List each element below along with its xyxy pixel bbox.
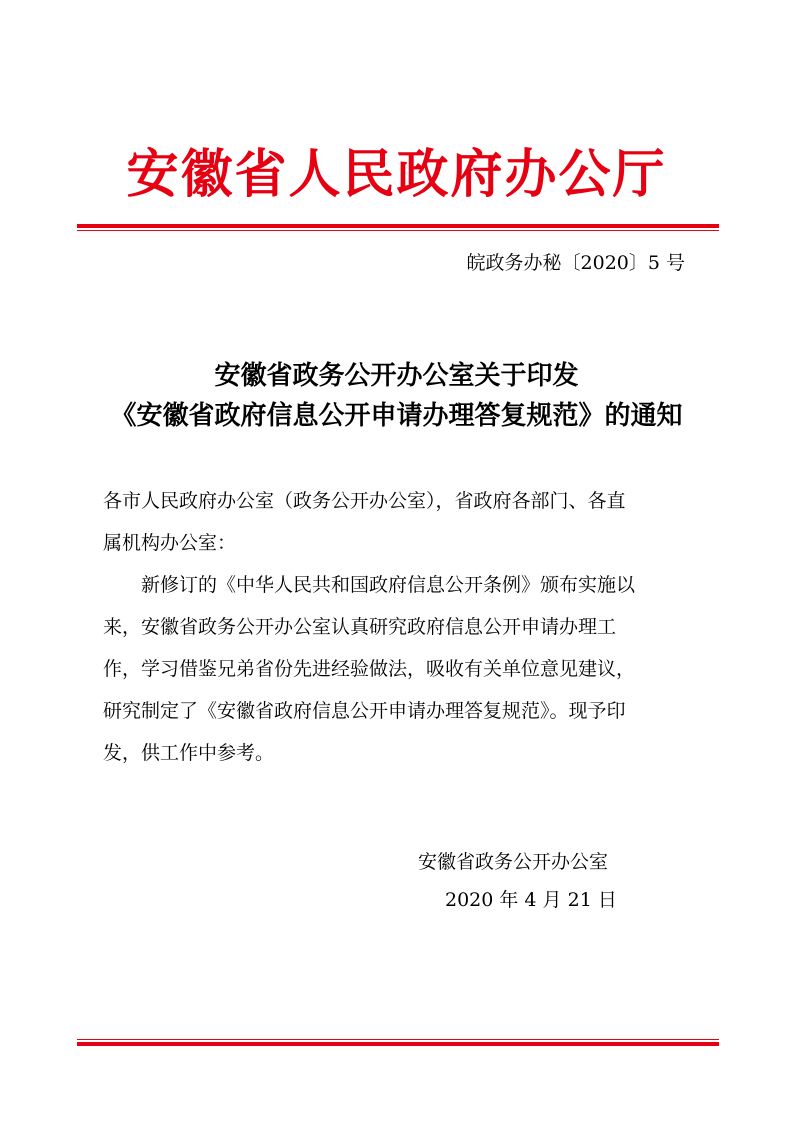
addressee-line-2: 属机构办公室： [103,532,237,554]
document-title [70,356,723,436]
title-line-2: 《安徽省政府信息公开申请办理答复规范》的通知 [110,401,683,431]
document-body [103,480,693,774]
signature-date: 2020 年 4 月 21 日 [445,889,617,911]
signature-organization: 安徽省政务公开办公室 [418,851,609,873]
title-line-1: 安徽省政务公开办公室关于印发 [214,361,579,391]
document-number: 皖政务办秘〔2020〕5 号 [466,252,685,274]
header-red-rule-thin [77,230,719,231]
header-red-rule-thick [77,224,719,228]
body-paragraph-line: 来，安徽省政务公开办公室认真研究政府信息公开申请办理工 [103,616,617,638]
issuer-masthead: 安徽省人民政府办公厅 [126,144,667,205]
body-paragraph-line: 研究制定了《安徽省政府信息公开申请办理答复规范》。现予印 [103,700,626,722]
body-paragraph-line: 发，供工作中参考。 [103,742,275,764]
body-paragraph-line: 新修订的《中华人民共和国政府信息公开条例》颁布实施以 [141,574,636,596]
body-paragraph-line: 作，学习借鉴兄弟省份先进经验做法，吸收有关单位意见建议， [103,658,636,680]
footer-red-rule-thin [77,1039,719,1040]
addressee-line-1: 各市人民政府办公室（政务公开办公室），省政府各部门、各直 [103,490,626,512]
footer-red-rule-thick [77,1042,719,1046]
